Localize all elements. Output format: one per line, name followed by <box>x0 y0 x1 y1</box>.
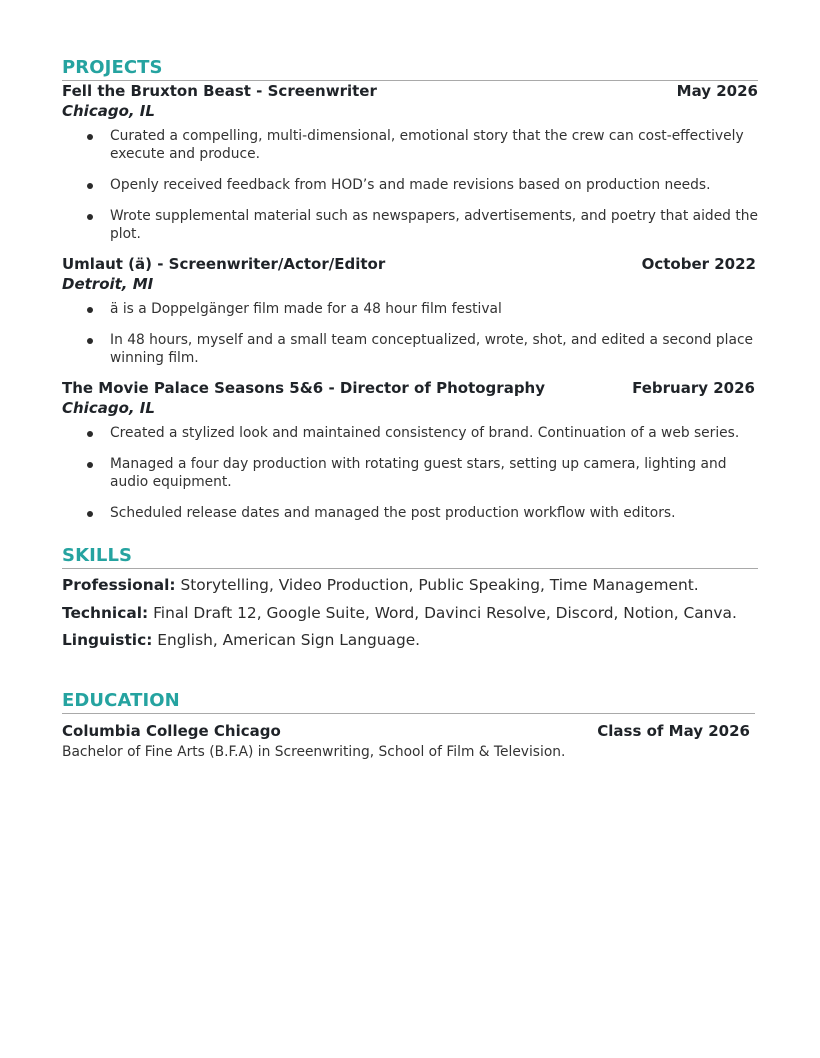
project-location: Chicago, IL <box>62 102 155 120</box>
project-bullets <box>62 127 758 243</box>
project-entry <box>62 254 758 367</box>
skill-linguistic <box>62 627 758 655</box>
project-date: October 2022 <box>641 255 756 273</box>
project-location: Detroit, MI <box>62 275 154 293</box>
bullet-item: ä is a Doppelgänger film made for a 48 hour film festival <box>62 300 756 318</box>
skills-heading: SKILLS <box>62 545 133 566</box>
education-divider <box>62 713 755 714</box>
bullet-item: In 48 hours, myself and a small team conceptualized, wrote, shot, and edited a second place winning film. <box>62 331 756 367</box>
bullet-item: Wrote supplemental material such as newspapers, advertisements, and poetry that aided the plot. <box>62 207 758 243</box>
skill-label: Professional: <box>62 576 176 594</box>
project-header <box>62 81 758 101</box>
skill-professional <box>62 572 758 600</box>
education-header <box>62 721 755 741</box>
project-location: Chicago, IL <box>62 399 155 417</box>
skill-label: Linguistic: <box>62 631 153 649</box>
school-name: Columbia College Chicago <box>62 721 281 740</box>
skills-divider <box>62 568 758 569</box>
bullet-item: Managed a four day production with rotating guest stars, setting up camera, lighting and audio equipment. <box>62 455 755 491</box>
project-entry <box>62 378 758 522</box>
bullet-item: Openly received feedback from HOD’s and made revisions based on production needs. <box>62 176 758 194</box>
bullet-item: Created a stylized look and maintained consistency of brand. Continuation of a web series. <box>62 424 755 442</box>
projects-section <box>62 57 758 522</box>
education-heading: EDUCATION <box>62 689 180 711</box>
skills-section <box>62 545 758 655</box>
project-bullets <box>62 424 755 522</box>
project-title: The Movie Palace Seasons 5&6 - Director of Photography <box>62 379 546 397</box>
skill-value: English, American Sign Language. <box>157 631 421 649</box>
project-bullets <box>62 300 756 367</box>
skill-value: Final Draft 12, Google Suite, Word, Davinci Resolve, Discord, Notion, Canva. <box>153 603 737 622</box>
project-date: February 2026 <box>632 379 755 397</box>
project-header <box>62 378 755 398</box>
education-date: Class of May 2026 <box>597 721 750 740</box>
project-title: Fell the Bruxton Beast - Screenwriter <box>62 82 377 100</box>
project-header <box>62 254 756 274</box>
bullet-item: Curated a compelling, multi-dimensional, emotional story that the crew can cost-effectively execute and produce. <box>62 127 758 163</box>
bullet-item: Scheduled release dates and managed the post production workflow with editors. <box>62 504 755 522</box>
degree-description: Bachelor of Fine Arts (B.F.A) in Screenwriting, School of Film & Television. <box>62 743 566 760</box>
projects-heading: PROJECTS <box>62 57 163 78</box>
project-title: Umlaut (ä) - Screenwriter/Actor/Editor <box>62 255 386 273</box>
education-section <box>62 690 758 761</box>
project-entry <box>62 81 758 243</box>
project-date: May 2026 <box>676 82 758 100</box>
resume-page <box>62 57 758 761</box>
skill-value: Storytelling, Video Production, Public Speaking, Time Management. <box>180 576 699 594</box>
skill-label: Technical: <box>62 603 149 622</box>
skill-technical <box>62 600 758 628</box>
